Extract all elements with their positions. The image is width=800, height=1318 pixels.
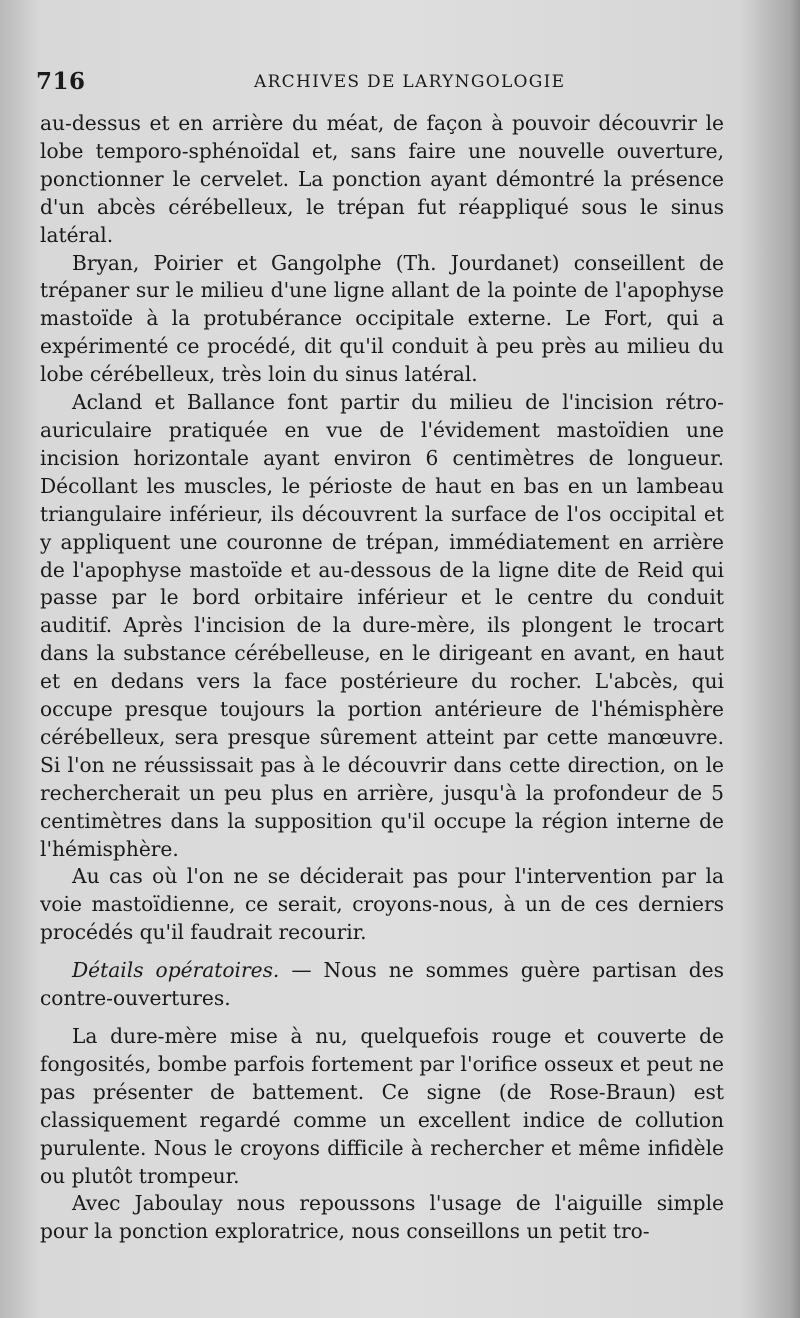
running-title: ARCHIVES DE LARYNGOLOGIE xyxy=(254,72,566,92)
paragraph-5 xyxy=(40,957,724,1013)
paragraph-1: au-dessus et en arrière du méat, de façon à pouvoir découvrir le lobe temporo-sphénoïdal et, sans faire une nouvelle ouverture, ponctionner le cervelet. La ponction ayant démontré la présence d'un abcès cérébelleux, le trépan fut réappliqué sous le sinus latéral. xyxy=(40,111,724,247)
paragraph-4: Au cas où l'on ne se déciderait pas pour l'intervention par la voie mastoïdienne, ce serait, croyons-nous, à un de ces derniers procédés qu'il faudrait recourir. xyxy=(40,864,724,945)
paragraph-7: Avec Jaboulay nous repoussons l'usage de l'aiguille simple pour la ponction exploratrice, nous conseillons un petit tro- xyxy=(40,1191,724,1244)
page-header xyxy=(36,68,726,96)
section-heading: Détails opératoires. xyxy=(72,958,280,983)
page-number: 716 xyxy=(36,68,86,95)
paragraph-2: Bryan, Poirier et Gangolphe (Th. Jourdanet) conseillent de trépaner sur le milieu d'une ligne allant de la pointe de l'apophyse mastoïde à la protubérance occipitale externe. Le Fort, qui a expérimenté ce procédé, dit qu'il conduit à peu près au milieu du lobe cérébelleux, très loin du sinus latéral. xyxy=(40,250,724,387)
body-text xyxy=(40,110,724,1246)
paragraph-6: La dure-mère mise à nu, quelquefois rouge et couverte de fongosités, bombe parfois fortement par l'orifice osseux et peut ne pas présenter de battement. Ce signe (de Rose-Braun) est classiquement regardé comme un excellent indice de collution purulente. Nous le croyons difficile à rechercher et même infidèle ou plutôt trompeur. xyxy=(40,1024,724,1188)
paragraph-3: Acland et Ballance font partir du milieu de l'incision rétro-auriculaire pratiquée en vue de l'évidement mastoïdien une incision horizontale ayant environ 6 centimètres de longueur. Décollant les muscles, le périoste de haut en bas en un lambeau triangulaire inférieur, ils découvrent la surface de l'os occipital et y appliquent une couronne de trépan, immédiatement en arrière de l'apophyse mastoïde et au-dessous de la ligne dite de Reid qui passe par le bord orbitaire inférieur et le centre du conduit auditif. Après l'incision de la dure-mère, ils plongent le trocart dans la substance cérébelleuse, en le dirigeant en avant, en haut et en dedans vers la face postérieure du rocher. L'abcès, qui occupe presque toujours la portion antérieure de l'hémisphère cérébelleux, sera presque sûrement atteint par cette manœuvre. Si l'on ne réussissait pas à le découvrir dans cette direction, on le rechercherait un peu plus en arrière, jusqu'à la profondeur de 5 centimètres dans la supposition qu'il occupe la région interne de l'hémisphère. xyxy=(40,390,724,861)
paragraph-5-text: — Nous ne sommes guère partisan des contre-ouvertures. xyxy=(40,958,724,1011)
